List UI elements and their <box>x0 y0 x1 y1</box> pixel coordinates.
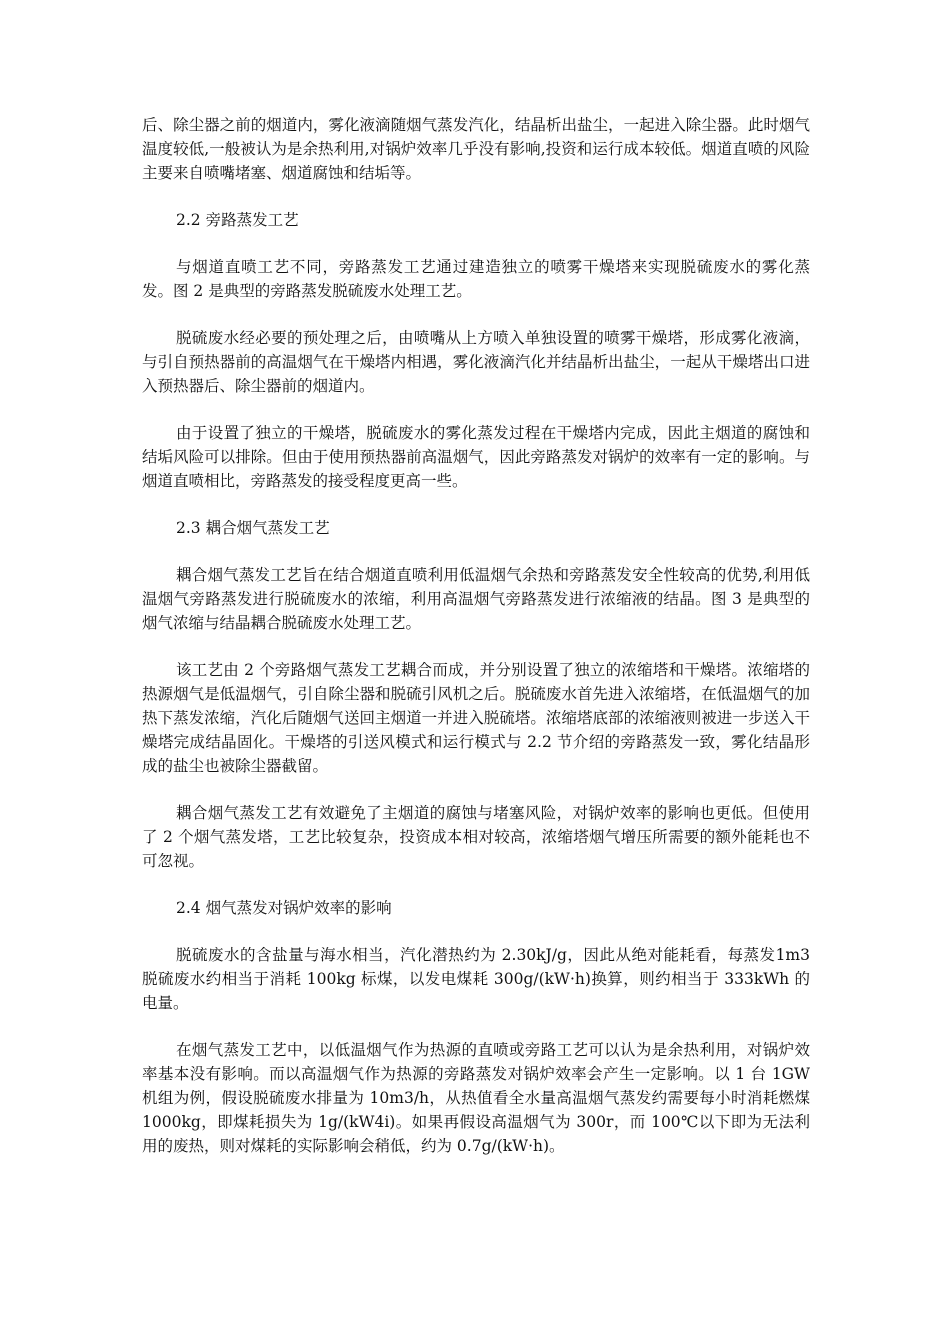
paragraph: 脱硫废水的含盐量与海水相当，汽化潜热约为 2.30kJ/g，因此从绝对能耗看，每蒸发1m3 脱硫废水约相当于消耗 100kg 标煤，以发电煤耗 300g/(kW·h)换算，则约相当于 333kWh 的电量。 <box>142 946 810 1012</box>
paragraph: 耦合烟气蒸发工艺旨在结合烟道直喷利用低温烟气余热和旁路蒸发安全性较高的优势,利用低温烟气旁路蒸发进行脱硫废水的浓缩，利用高温烟气旁路蒸发进行浓缩液的结晶。图 3 是典型的烟气浓缩与结晶耦合脱硫废水处理工艺。 <box>142 566 810 632</box>
document-body <box>142 113 810 1181</box>
section-heading-2-2: 2.2 旁路蒸发工艺 <box>176 211 299 229</box>
paragraph: 脱硫废水经必要的预处理之后，由喷嘴从上方喷入单独设置的喷雾干燥塔，形成雾化液滴，与引自预热器前的高温烟气在干燥塔内相遇，雾化液滴汽化并结晶析出盐尘，一起从干燥塔出口进入预热器后、除尘器前的烟道内。 <box>142 329 810 395</box>
paragraph: 该工艺由 2 个旁路烟气蒸发工艺耦合而成，并分别设置了独立的浓缩塔和干燥塔。浓缩塔的热源烟气是低温烟气，引自除尘器和脱硫引风机之后。脱硫废水首先进入浓缩塔，在低温烟气的加热下蒸发浓缩，汽化后随烟气送回主烟道一并进入脱硫塔。浓缩塔底部的浓缩液则被进一步送入干燥塔完成结晶固化。干燥塔的引送风模式和运行模式与 2.2 节介绍的旁路蒸发一致，雾化结晶形成的盐尘也被除尘器截留。 <box>142 661 810 775</box>
section-heading-2-3: 2.3 耦合烟气蒸发工艺 <box>176 519 330 537</box>
section-heading-2-4: 2.4 烟气蒸发对锅炉效率的影响 <box>176 899 392 917</box>
paragraph: 耦合烟气蒸发工艺有效避免了主烟道的腐蚀与堵塞风险，对锅炉效率的影响也更低。但使用了 2 个烟气蒸发塔，工艺比较复杂，投资成本相对较高，浓缩塔烟气增压所需要的额外能耗也不可忽视。 <box>142 804 810 870</box>
paragraph: 在烟气蒸发工艺中，以低温烟气作为热源的直喷或旁路工艺可以认为是余热利用，对锅炉效率基本没有影响。而以高温烟气作为热源的旁路蒸发对锅炉效率会产生一定影响。以 1 台 1GW 机组为例，假设脱硫废水排量为 10m3/h，从热值看全水量高温烟气蒸发约需要每小时消耗燃煤 1000kg，即煤耗损失为 1g/(kW4i)。如果再假设高温烟气为 300r，而 100℃以下即为无法利用的废热，则对煤耗的实际影响会稍低，约为 0.7g/(kW·h)。 <box>142 1041 810 1155</box>
paragraph: 与烟道直喷工艺不同，旁路蒸发工艺通过建造独立的喷雾干燥塔来实现脱硫废水的雾化蒸发。图 2 是典型的旁路蒸发脱硫废水处理工艺。 <box>142 258 810 300</box>
paragraph: 由于设置了独立的干燥塔，脱硫废水的雾化蒸发过程在干燥塔内完成，因此主烟道的腐蚀和结垢风险可以排除。但由于使用预热器前高温烟气，因此旁路蒸发对锅炉的效率有一定的影响。与烟道直喷相比，旁路蒸发的接受程度更高一些。 <box>142 424 810 490</box>
paragraph-continuation: 后、除尘器之前的烟道内，雾化液滴随烟气蒸发汽化，结晶析出盐尘，一起进入除尘器。此时烟气温度较低,一般被认为是余热利用,对锅炉效率几乎没有影响,投资和运行成本较低。烟道直喷的风险主要来自喷嘴堵塞、烟道腐蚀和结垢等。 <box>142 116 810 182</box>
